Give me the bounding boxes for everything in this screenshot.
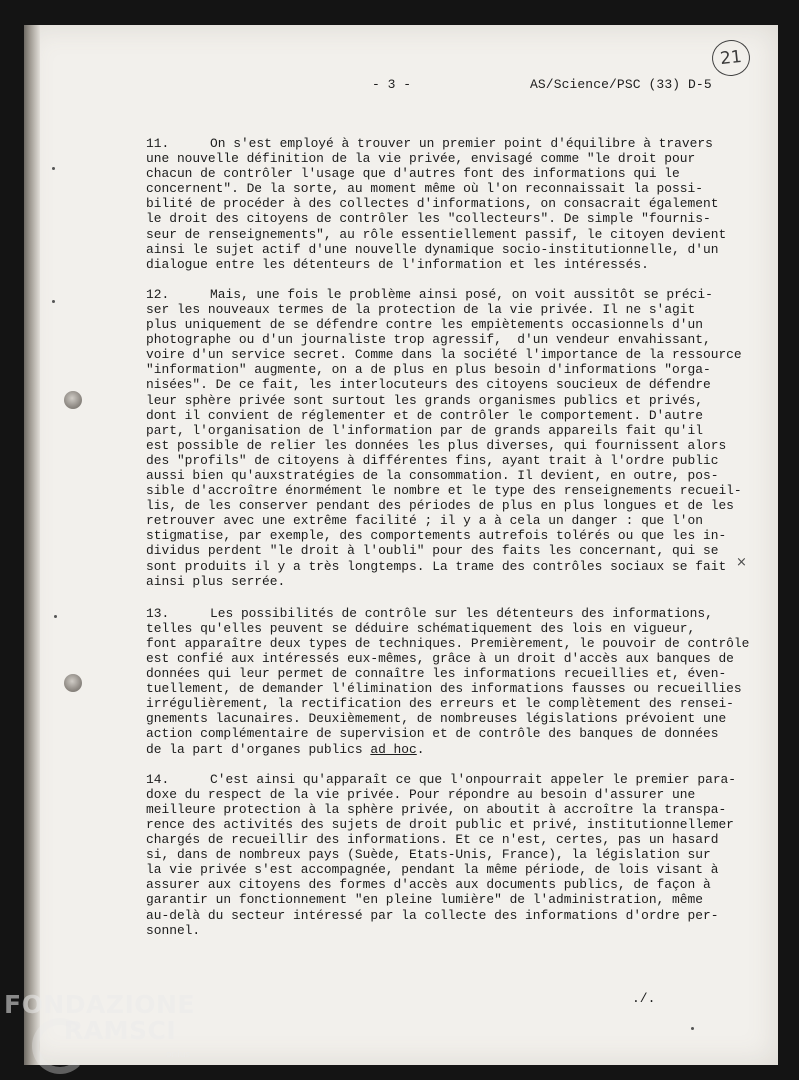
punch-hole-upper bbox=[64, 391, 82, 409]
text-line: irrégulièrement, la rectification des erreurs et le complètement des rensei- bbox=[146, 696, 734, 712]
text-line: tuellement, de demander l'élimination des informations fausses ou recueillies bbox=[146, 681, 742, 697]
text-line: doxe du respect de la vie privée. Pour répondre au besoin d'assurer une bbox=[146, 786, 696, 802]
document-body bbox=[146, 136, 750, 953]
punch-hole-lower bbox=[64, 674, 82, 692]
underlined-term: ad hoc bbox=[370, 741, 417, 757]
page-number: - 3 - bbox=[372, 77, 412, 92]
paragraph-number: 12. bbox=[146, 286, 170, 302]
text-line: est confié aux intéressés eux-mêmes, grâce à un droit d'accès aux banques de bbox=[146, 651, 734, 666]
text-line: au-delà du secteur intéressé par la collecte des informations d'ordre per- bbox=[146, 907, 719, 923]
text-line: "information" augmente, on a de plus en plus besoin d'informations "orga- bbox=[146, 362, 711, 378]
text-line: données qui leur permet de connaître les informations recueillies et, éven- bbox=[146, 666, 727, 682]
text-line: aussi bien qu'auxstratégies de la consommation. Il devient, en outre, pos- bbox=[146, 467, 719, 483]
document-reference: AS/Science/PSC (33) D-5 bbox=[530, 77, 712, 92]
text-line: ser les nouveaux termes de la protection de la vie privée. Il ne s'agit bbox=[146, 301, 696, 317]
text-line: garantir un fonctionnement "en pleine lumière" de l'administration, même bbox=[146, 892, 703, 908]
text-line: si, dans de nombreux pays (Suède, Etats-Unis, France), la législation sur bbox=[146, 847, 711, 863]
text-line: photographe ou d'un journaliste trop agressif, d'un vendeur envahissant, bbox=[146, 332, 711, 348]
text-line: meilleure protection à la sphère privée, on aboutit à accroître la transpa- bbox=[146, 801, 727, 817]
document-page bbox=[24, 25, 778, 1065]
text-line: sont produits il y a très longtemps. La trame des contrôles sociaux se fait bbox=[146, 558, 727, 574]
margin-speck bbox=[52, 167, 55, 170]
text-line: une nouvelle définition de la vie privée, envisagé comme "le droit pour bbox=[146, 151, 696, 167]
margin-speck bbox=[54, 615, 57, 618]
text-line: concernent". De la sorte, au moment même où l'on reconnaissait la possi- bbox=[146, 181, 703, 197]
text-line: la vie privée s'est accompagnée, pendant la même période, de lois visant à bbox=[146, 862, 719, 878]
text-line: 14. C'est ainsi qu'apparaît ce que l'onpourrait appeler le premier para- bbox=[146, 771, 737, 787]
text-line: est possible de relier les données les plus diverses, qui fournissent alors bbox=[146, 437, 727, 453]
text-line: ainsi plus serrée. bbox=[146, 573, 286, 589]
text-line: 13. Les possibilités de contrôle sur les détenteurs des informations, bbox=[146, 605, 713, 621]
watermark-logo bbox=[4, 992, 195, 1044]
text-line: 11. On s'est employé à trouver un premier point d'équilibre à travers bbox=[146, 136, 713, 151]
watermark-line2: RAMSCI bbox=[64, 1016, 177, 1045]
text-line: dialogue entre les détenteurs de l'information et les intéressés. bbox=[146, 256, 649, 272]
text-line: ainsi le sujet actif d'une nouvelle dynamique socio-institutionnelle, d'un bbox=[146, 241, 719, 257]
folio-number: 21 bbox=[719, 46, 743, 70]
margin-speck bbox=[52, 300, 55, 303]
text-line: chargés de recueillir des informations. Et ce n'est, certes, pas un hasard bbox=[146, 832, 719, 848]
text-line: des "profils" de citoyens à différentes fins, ayant trait à l'ordre public bbox=[146, 452, 719, 468]
paragraph-13 bbox=[146, 605, 750, 757]
text-line: le droit des citoyens de contrôler les "collecteurs". De simple "fournis- bbox=[146, 211, 711, 227]
text-line: voire d'un service secret. Comme dans la société l'importance de la ressource bbox=[146, 347, 742, 363]
text-line: retrouver avec une extrême facilité ; il y a à cela un danger : que l'on bbox=[146, 513, 703, 529]
paragraph-number: 11. bbox=[146, 136, 170, 151]
text-line: action complémentaire de supervision et de contrôle des banques de données bbox=[146, 726, 719, 742]
text-line: seur de renseignements", au rôle essentiellement passif, le citoyen devient bbox=[146, 226, 727, 242]
watermark-line1: FONDAZIONE bbox=[4, 990, 196, 1019]
paragraph-number: 13. bbox=[146, 605, 170, 621]
continuation-mark: ./. bbox=[632, 991, 656, 1006]
text-line: sonnel. bbox=[146, 922, 201, 938]
text-line: gnements lacunaires. Deuxièmement, de nombreuses législations prévoient une bbox=[146, 711, 727, 727]
text-line: chacun de contrôler l'usage que d'autres font des informations qui le bbox=[146, 166, 680, 182]
text-line: font apparaître deux types de techniques. Premièrement, le pouvoir de contrôle bbox=[146, 635, 750, 651]
paragraph-14 bbox=[146, 772, 746, 938]
text-line: part, l'organisation de l'information par de grands appareils fait qu'il bbox=[146, 422, 703, 438]
text-line: de la part d'organes publics ad hoc. bbox=[146, 741, 425, 757]
margin-speck bbox=[691, 1027, 694, 1030]
text-line: rence des activités des sujets de droit public et privé, institutionnellemer bbox=[146, 816, 734, 832]
text-line: dont il convient de réglementer et de contrôler le comportement. D'autre bbox=[146, 407, 703, 423]
paragraph-12 bbox=[146, 287, 746, 589]
page-edge-shadow bbox=[24, 25, 40, 1065]
text-line: sible d'accroître énormément le nombre et le type des renseignements recueil- bbox=[146, 483, 742, 499]
text-line: nisées". De ce fait, les interlocuteurs des citoyens soucieux de défendre bbox=[146, 377, 711, 393]
watermark-sub: onlus bbox=[166, 1050, 191, 1060]
folio-stamp bbox=[710, 38, 752, 78]
margin-mark: × bbox=[736, 555, 747, 570]
text-line: bilité de procéder à des collectes d'informations, on consacrait également bbox=[146, 196, 719, 212]
text-line: dividus perdent "le droit à l'oubli" pour des faits les concernant, qui se bbox=[146, 543, 719, 559]
text-line: lis, de les conserver pendant des périodes de plus en plus longues et de les bbox=[146, 498, 734, 514]
text-line: plus uniquement de se défendre contre les empiètements occasionnels d'un bbox=[146, 317, 703, 333]
text-line: stigmatise, par exemple, des comportements autrefois tolérés ou que les in- bbox=[146, 528, 727, 544]
paragraph-number: 14. bbox=[146, 771, 170, 787]
text-line: assurer aux citoyens des formes d'accès aux documents publics, de façon à bbox=[146, 877, 711, 893]
text-line: 12. Mais, une fois le problème ainsi posé, on voit aussitôt se préci- bbox=[146, 286, 713, 302]
text-line: telles qu'elles peuvent se déduire schématiquement des lois en vigueur, bbox=[146, 620, 696, 636]
text-line: leur sphère privée sont surtout les grands organismes publics et privés, bbox=[146, 392, 703, 408]
paragraph-11 bbox=[146, 136, 746, 272]
